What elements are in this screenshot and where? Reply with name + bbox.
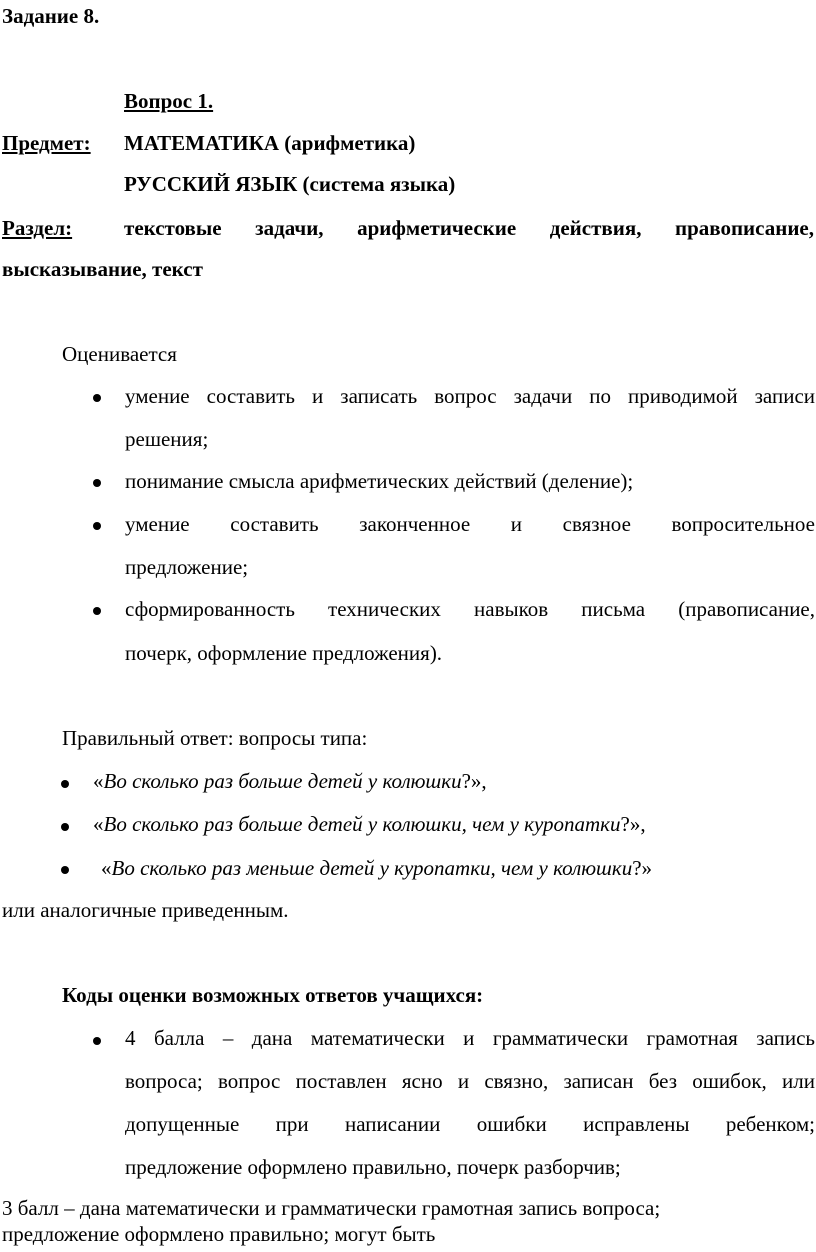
section-label: Раздел: [2,216,73,240]
codes-item-1-line-3: допущенные при написании ошибки исправлены ребенком; [125,1112,815,1136]
answer-item-2: «Во сколько раз больше детей у колюшки, чем у куропатки?», [93,812,646,836]
codes-item-1-line-1: 4 балла – дана математически и грамматически грамотная запись [125,1026,815,1050]
codes-3ball-line-2: предложение оформлено правильно; могут быть [2,1222,436,1246]
bullet-icon [93,394,101,402]
section-line-2: высказывание, текст [2,257,203,281]
subject-label: Предмет: [2,131,91,155]
codes-item-1-line-4: предложение оформлено правильно, почерк разборчив; [125,1155,621,1179]
assessment-item-4-line-1: сформированность технических навыков письма (правописание, [125,597,815,621]
bullet-icon [61,780,69,788]
bullet-icon [93,1037,101,1045]
assessment-item-2: понимание смысла арифметических действий (деление); [125,469,634,493]
assessment-item-4-line-2: почерк, оформление предложения). [125,641,443,665]
bullet-icon [61,866,69,874]
bullet-icon [93,607,101,615]
answer-item-1: «Во сколько раз больше детей у колюшки?», [93,769,487,793]
codes-title: Коды оценки возможных ответов учащихся: [62,983,484,1007]
bullet-icon [61,823,69,831]
assessment-item-3-line-2: предложение; [125,555,249,579]
codes-item-1-line-2: вопроса; вопрос поставлен ясно и связно, записан без ошибок, или [125,1069,815,1093]
question-title: Вопрос 1. [124,89,214,113]
assessment-intro: Оценивается [62,342,177,366]
answer-item-3: «Во сколько раз меньше детей у куропатки, чем у колюшки?» [101,856,653,880]
bullet-icon [93,479,101,487]
assessment-item-1-line-2: решения; [125,427,209,451]
section-line-1: текстовые задачи, арифметические действия, правописание, [124,216,814,240]
codes-3ball-line-1: 3 балл – дана математически и грамматически грамотная запись вопроса; [2,1196,661,1220]
assessment-item-3-line-1: умение составить законченное и связное вопросительное [125,512,815,536]
answer-intro: Правильный ответ: вопросы типа: [62,726,368,750]
subject-math: МАТЕМАТИКА (арифметика) [124,131,416,155]
subject-russian: РУССКИЙ ЯЗЫК (система языка) [124,172,456,196]
task-title: Задание 8. [2,4,100,28]
assessment-item-1-line-1: умение составить и записать вопрос задачи по приводимой записи [125,384,815,408]
bullet-icon [93,522,101,530]
answer-after: или аналогичные приведенным. [2,898,289,922]
